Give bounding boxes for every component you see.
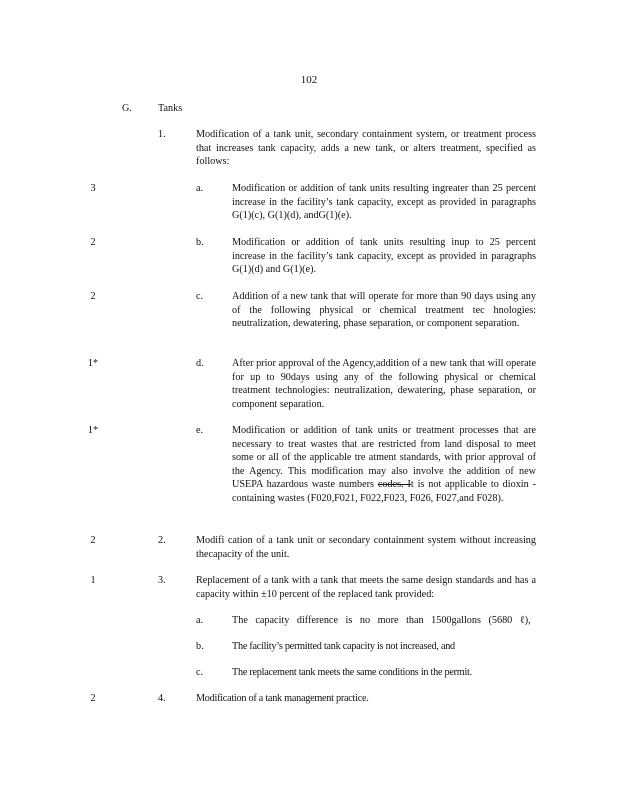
- item-1e-text: [232, 424, 536, 506]
- item-2-text: Modifi cation of a tank unit or secondary containment system without increasing thecapacity of the unit.: [196, 535, 536, 560]
- item-1e-label: e.: [196, 425, 204, 436]
- item-1e-class: 1*: [87, 425, 99, 436]
- item-1b-class: 2: [90, 237, 96, 248]
- item-3c-label: c.: [196, 667, 204, 678]
- item-1a-text: Modification or addition of tank units resulting ingreater than 25 percent increase in the facility’s tank capacity, except as provided in paragraphs G(1)(c), G(1)(d), andG(1)(e).: [232, 183, 536, 222]
- item-1-number: 1.: [158, 129, 166, 140]
- item-4-class: 2: [90, 693, 96, 704]
- item-1c-label: c.: [196, 291, 204, 302]
- item-4-text: Modification of a tank management practice.: [196, 693, 369, 704]
- item-1b-text: Modification or addition of tank units resulting inup to 25 percent increase in the facility’s tank capacity, except as provided in paragraphs G(1)(d) and G(1)(e).: [232, 237, 536, 276]
- item-3c-text: The replacement tank meets the same conditions in the permit.: [232, 667, 472, 678]
- item-1e-text-main: Modification or addition of tank units or treatment processes that are necessary to treat wastes that are restricted from land disposal to meet some or all of the applicable tre atment standards, with prior approval of the Agency. This modification may also involve the addition of new USEPA hazardous waste numbers: [232, 425, 536, 491]
- item-1a-class: 3: [90, 183, 96, 194]
- item-3a-label: a.: [196, 615, 204, 626]
- item-3b-text: The facility’s permitted tank capacity is not increased, and: [232, 641, 455, 652]
- section-letter: G.: [122, 103, 132, 114]
- item-1d-class: 1*: [87, 358, 99, 369]
- page-number: 102: [300, 74, 318, 86]
- item-3-number: 3.: [158, 575, 166, 586]
- section-title: Tanks: [158, 103, 183, 114]
- item-4-number: 4.: [158, 693, 166, 704]
- item-1e-struck-text: codes. I: [377, 479, 411, 491]
- item-1c-class: 2: [90, 291, 96, 302]
- item-1b-label: b.: [196, 237, 204, 248]
- item-1d-label: d.: [196, 358, 204, 369]
- item-1d-text: After prior approval of the Agency,addition of a new tank that will operate for up to 90days using any of the following physical or chemical treatment technologies: neutralization, dewatering, phase separation, or component separation.: [232, 358, 536, 410]
- item-1-text: Modification of a tank unit, secondary containment system, or treatment process that increases tank capacity, adds a new tank, or alters treatment, specified as follows:: [196, 129, 536, 168]
- item-1a-label: a.: [196, 183, 204, 194]
- item-3a-text: The capacity difference is no more than 1500gallons (5680 ℓ),: [232, 615, 531, 626]
- item-1e-text-tail: t is not applicable to dioxin - containing wastes (F020,F021, F022,F023, F026, F027,and F028).: [232, 479, 536, 504]
- item-3b-label: b.: [196, 641, 204, 652]
- item-3-class: 1: [90, 575, 96, 586]
- item-3-text: Replacement of a tank with a tank that meets the same design standards and has a capacity within ±10 percent of the replaced tank provided:: [196, 575, 536, 600]
- item-2-number: 2.: [158, 535, 166, 546]
- item-2-class: 2: [90, 535, 96, 546]
- item-1c-text: Addition of a new tank that will operate for more than 90 days using any of the following physical or chemical treatment tec hnologies: neutralization, dewatering, phase separation, or component separation.: [232, 291, 536, 330]
